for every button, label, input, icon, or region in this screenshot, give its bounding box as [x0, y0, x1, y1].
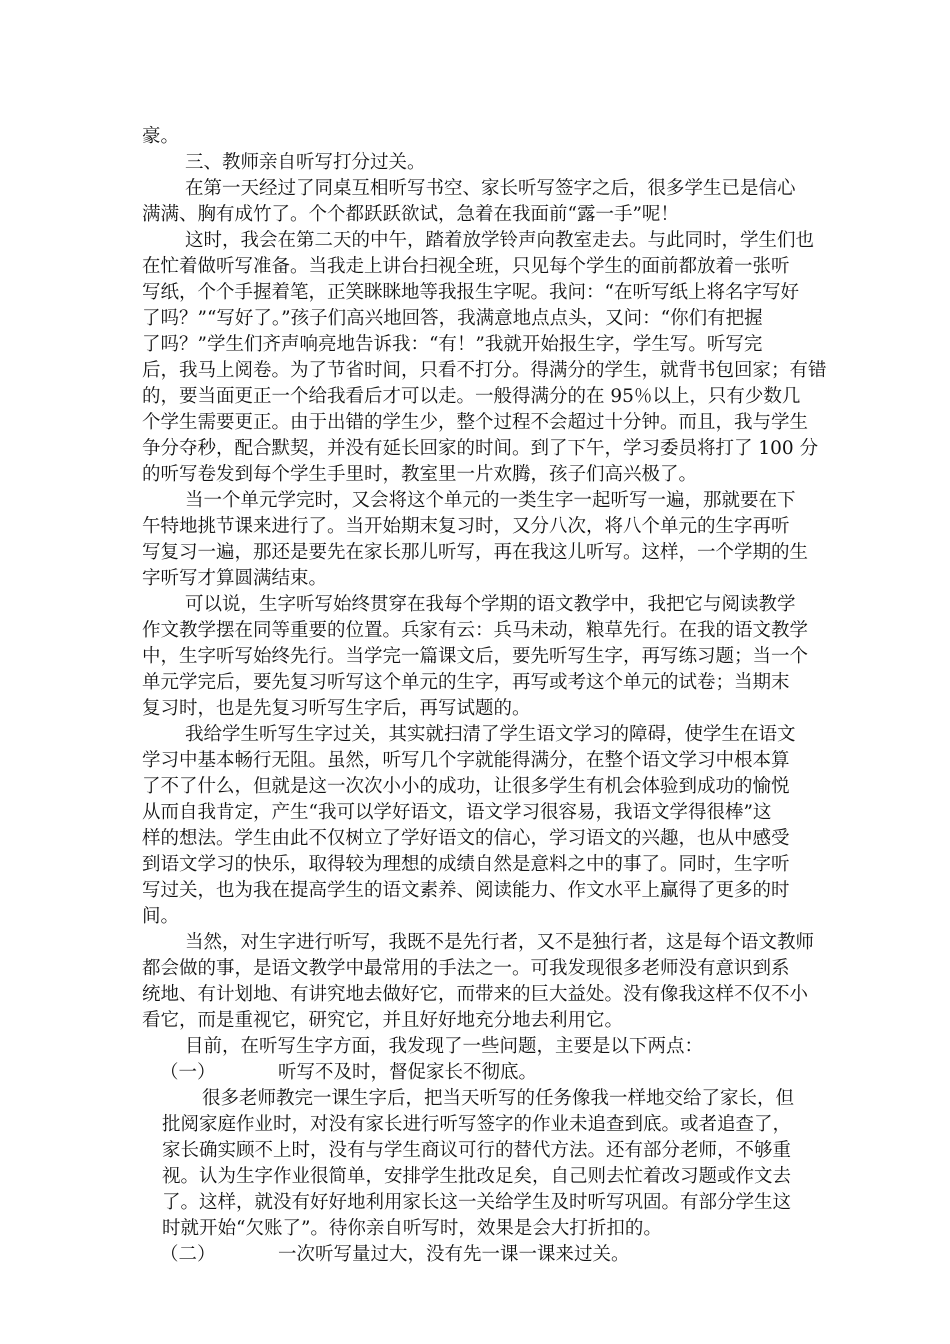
- list-heading: 一次听写量过大，没有先一课一课来过关。: [278, 1244, 630, 1265]
- text-line: 从而自我肯定，产生“我可以学好语文，语文学习很容易，我语文学得很棒”这: [142, 802, 772, 823]
- text-line: 的，要当面更正一个给我看后才可以走。一般得满分的在 95％以上，只有少数几: [142, 386, 801, 407]
- text-line: 作文教学摆在同等重要的位置。兵家有云：兵马未动，粮草先行。在我的语文教学: [142, 620, 809, 641]
- section-heading: 三、教师亲自听写打分过关。: [185, 152, 426, 173]
- text-line: 都会做的事，是语文教学中最常用的手法之一。可我发现很多老师没有意识到系: [142, 958, 790, 979]
- list-number: （二）: [160, 1244, 216, 1265]
- text-line: 当一个单元学完时，又会将这个单元的一类生字一起听写一遍，那就要在下: [185, 490, 796, 511]
- text-line: 午特地挑节课来进行了。当开始期末复习时，又分八次，将八个单元的生字再听: [142, 516, 790, 537]
- text-line: 目前，在听写生字方面，我发现了一些问题，主要是以下两点：: [185, 1036, 704, 1057]
- text-line: 这时，我会在第二天的中午，踏着放学铃声向教室走去。与此同时，学生们也: [185, 230, 815, 251]
- text-line: 当然，对生字进行听写，我既不是先行者，又不是独行者，这是每个语文教师: [185, 932, 815, 953]
- text-line: 看它，而是重视它，研究它，并且好好地充分地去利用它。: [142, 1010, 624, 1031]
- text-line: 的听写卷发到每个学生手里时，教室里一片欢腾，孩子们高兴极了。: [142, 464, 698, 485]
- text-line: 豪。: [142, 126, 180, 147]
- text-line: 可以说，生字听写始终贯穿在我每个学期的语文教学中，我把它与阅读教学: [185, 594, 796, 615]
- text-line: 在忙着做听写准备。当我走上讲台扫视全班，只见每个学生的面前都放着一张听: [142, 256, 790, 277]
- text-line: 争分夺秒，配合默契，并没有延长回家的时间。到了下午，学习委员将打了 100 分: [142, 438, 819, 459]
- text-line: 统地、有计划地、有讲究地去做好它，而带来的巨大益处。没有像我这样不仅不小: [142, 984, 809, 1005]
- text-line: 家长确实顾不上时，没有与学生商议可行的替代方法。还有部分老师，不够重: [162, 1140, 792, 1161]
- text-line: 时就开始“欠账了”。待你亲自听写时，效果是会大打折扣的。: [162, 1218, 662, 1239]
- text-line: 复习时，也是先复习听写生字后，再写试题的。: [142, 698, 531, 719]
- text-line: 批阅家庭作业时，对没有家长进行听写签字的作业未追查到底。或者追查了，: [162, 1114, 792, 1135]
- text-line: 在第一天经过了同桌互相听写书空、家长听写签字之后，很多学生已是信心: [185, 178, 796, 199]
- text-line: 写复习一遍，那还是要先在家长那儿听写，再在我这儿听写。这样，一个学期的生: [142, 542, 809, 563]
- text-line: 字听写才算圆满结束。: [142, 568, 328, 589]
- text-line: 间。: [142, 906, 180, 927]
- text-line: 写过关，也为我在提高学生的语文素养、阅读能力、作文水平上赢得了更多的时: [142, 880, 790, 901]
- text-line: 写纸，个个手握着笔，正笑眯眯地等我报生字呢。我问：“在听写纸上将名字写好: [142, 282, 799, 303]
- text-line: 个学生需要更正。由于出错的学生少，整个过程不会超过十分钟。而且，我与学生: [142, 412, 809, 433]
- text-line: 样的想法。学生由此不仅树立了学好语文的信心，学习语文的兴趣，也从中感受: [142, 828, 790, 849]
- text-line: 单元学完后，要先复习听写这个单元的生字，再写或考这个单元的试卷；当期末: [142, 672, 790, 693]
- text-line: 了吗？”学生们齐声响亮地告诉我：“有！”我就开始报生字，学生写。听写完: [142, 334, 763, 355]
- list-number: （一）: [160, 1062, 216, 1083]
- text-line: 了不了什么，但就是这一次次小小的成功，让很多学生有机会体验到成功的愉悦: [142, 776, 790, 797]
- text-line: 满满、胸有成竹了。个个都跃跃欲试，急着在我面前“露一手”呢！: [142, 204, 679, 225]
- list-heading: 听写不及时，督促家长不彻底。: [278, 1062, 538, 1083]
- text-line: 了。这样，就没有好好地利用家长这一关给学生及时听写巩固。有部分学生这: [162, 1192, 792, 1213]
- text-line: 我给学生听写生字过关，其实就扫清了学生语文学习的障碍，使学生在语文: [185, 724, 796, 745]
- text-line: 到语文学习的快乐，取得较为理想的成绩自然是意料之中的事了。同时，生字听: [142, 854, 790, 875]
- text-line: 中，生字听写始终先行。当学完一篇课文后，要先听写生字，再写练习题；当一个: [142, 646, 809, 667]
- text-line: 视。认为生字作业很简单，安排学生批改足矣，自己则去忙着改习题或作文去: [162, 1166, 792, 1187]
- text-line: 后，我马上阅卷。为了节省时间，只看不打分。得满分的学生，就背书包回家；有错: [142, 360, 827, 381]
- text-line: 很多老师教完一课生字后，把当天听写的任务像我一样地交给了家长，但: [202, 1088, 795, 1109]
- text-line: 学习中基本畅行无阻。虽然，听写几个字就能得满分，在整个语文学习中根本算: [142, 750, 790, 771]
- text-line: 了吗？”“写好了。”孩子们高兴地回答，我满意地点点头，又问：“你们有把握: [142, 308, 763, 329]
